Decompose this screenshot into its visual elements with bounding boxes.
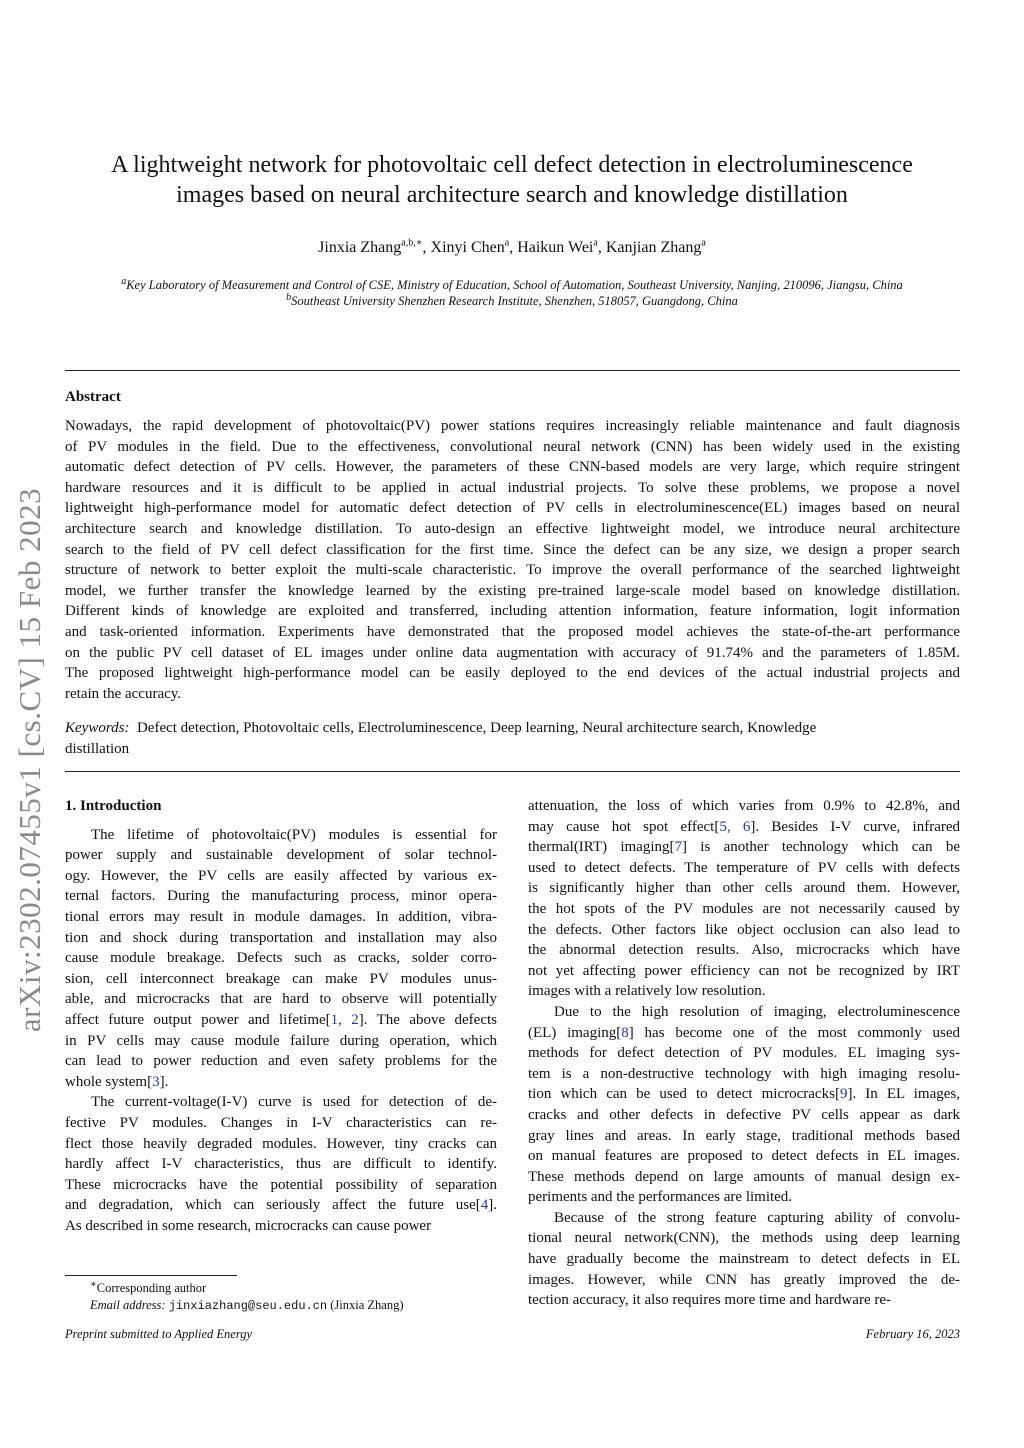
paragraph-line: tection accuracy, it also requires more time and hardware re-: [528, 1292, 892, 1309]
paragraph-line: the hot spots of the PV modules are not necessarily caused by: [528, 900, 960, 917]
abstract-line: on the public PV cell dataset of EL images under online data augmentation with accuracy of 91.74% and the parameters of 1.85M.: [65, 644, 960, 661]
abstract-heading: Abstract: [65, 389, 121, 405]
paragraph-line: attenuation, the loss of which varies from 0.9% to 42.8%, and: [528, 798, 960, 814]
paragraph-line: tion which can be used to detect microcracks[9]. In EL images,: [528, 1086, 960, 1103]
paragraph-line: tion and shock during transportation and installation may also: [65, 929, 497, 946]
paragraph-line: periments and the performances are limited.: [528, 1189, 793, 1206]
paragraph-line: in PV cells may cause module failure during operation, which: [65, 1032, 497, 1049]
abstract-line: lightweight high-performance model for automatic defect detection of PV cells in electroluminescence(EL) images based on neural: [65, 500, 960, 517]
affiliation: [64, 293, 960, 309]
paragraph-line: The current-voltage(I-V) curve is used for detection of de-: [91, 1094, 497, 1111]
footer-date: February 16, 2023: [865, 1327, 960, 1341]
author-separator: ,: [509, 239, 518, 256]
paragraph-line: affect future output power and lifetime[1, 2]. The above defects: [65, 1011, 497, 1028]
footnote-rule: [65, 1275, 237, 1276]
author-name: Haikun Wei: [517, 239, 594, 256]
title-line-1: A lightweight network for photovoltaic cell defect detection in electroluminescence: [111, 152, 913, 178]
keywords-label: Keywords:: [65, 720, 130, 736]
paragraph-line: the defects. Other factors like object occlusion can also lead to: [528, 921, 960, 938]
citation-link[interactable]: 8: [621, 1024, 629, 1041]
paragraph-line: The lifetime of photovoltaic(PV) modules is essential for: [91, 826, 497, 843]
paragraph-line: tional neural network(CNN), the methods using deep learning: [528, 1230, 960, 1247]
paragraph-line: ogy. However, the PV cells are easily affected by various ex-: [65, 867, 497, 884]
citation-link[interactable]: 1, 2: [330, 1011, 359, 1028]
paragraph-line: fective PV modules. Changes in I-V characteristics can re-: [65, 1114, 497, 1131]
author-list: [80, 239, 944, 257]
arxiv-watermark: [0, 440, 60, 1080]
paragraph-line: Due to the high resolution of imaging, electroluminescence: [554, 1003, 960, 1020]
author-affil-mark: a: [504, 237, 510, 249]
title-line-2: images based on neural architecture search and knowledge distillation: [176, 182, 848, 208]
paragraph-line: whole system[3].: [65, 1073, 169, 1090]
email-owner: (Jinxia Zhang): [330, 1298, 404, 1312]
footnote: [90, 1280, 404, 1315]
corresponding-author: Corresponding author: [96, 1281, 207, 1295]
citation-link[interactable]: 7: [674, 839, 683, 856]
paragraph-line: As described in some research, microcracks can cause power: [65, 1217, 432, 1234]
paragraph-line: on manual features are proposed to detect defects in EL images.: [528, 1148, 960, 1165]
author-separator: ,: [422, 239, 431, 256]
paragraph-line: is significantly higher than other cells around them. However,: [528, 880, 960, 897]
author-name: Jinxia Zhang: [318, 239, 402, 256]
paragraph-line: cause module breakage. Defects such as cracks, solder corro-: [65, 950, 497, 967]
paragraph-line: power supply and sustainable development of solar technol-: [65, 847, 497, 864]
paragraph-line: sion, cell interconnect breakage can make PV modules unus-: [65, 970, 497, 987]
paragraph-line: used to detect defects. The temperature of PV cells with defects: [528, 859, 960, 876]
abstract-line: hardware resources and it is difficult to be applied in actual industrial projects. To solve these problems, we propose a novel: [65, 479, 960, 496]
paragraph-line: can lead to power reduction and even safety problems for the: [65, 1053, 497, 1070]
abstract-line: structure of network to better exploit the multi-scale characteristic. To improve the overall performance of the searched lightweight: [65, 562, 960, 579]
paragraph-line: cracks and other defects in defective PV cells appear as dark: [528, 1106, 960, 1123]
paragraph-line: These microcracks have the potential possibility of separation: [65, 1176, 497, 1193]
paragraph-line: have gradually become the mainstream to detect defects in EL: [528, 1251, 960, 1268]
affiliation-text: Key Laboratory of Measurement and Control of CSE, Ministry of Education, School of Automation, Southeast University, Nanjing, 210096, Jiangsu, China: [126, 278, 903, 292]
paragraph-line: able, and microcracks that are hard to observe will potentially: [65, 991, 497, 1008]
abstract-line: retain the accuracy.: [65, 685, 182, 702]
citation-link[interactable]: 5, 6: [719, 818, 751, 835]
abstract-line: Different kinds of knowledge are exploited and transferred, including attention information, feature information, logit information: [65, 603, 960, 620]
email-label: Email address:: [90, 1298, 166, 1312]
author-affil-mark: a: [701, 237, 706, 249]
right-column: [528, 796, 960, 1311]
affiliation-mark: b: [286, 291, 292, 303]
paragraph-line: tem is a non-destructive technology with high imaging resolu-: [528, 1065, 960, 1082]
affiliations: [64, 277, 960, 309]
keywords-line-1: Defect detection, Photovoltaic cells, Electroluminescence, Deep learning, Neural architecture search, Knowledge: [136, 720, 817, 736]
citation-link[interactable]: 3: [152, 1073, 160, 1090]
author-name: Kanjian Zhang: [605, 239, 702, 256]
paper-title: [80, 150, 944, 210]
paragraph-line: ternal factors. During the manufacturing process, minor opera-: [65, 888, 497, 905]
author-separator: ,: [597, 239, 606, 256]
abstract-line: model, we further transfer the knowledge learned by the existing pre-trained large-scale model based on knowledge distillation.: [65, 582, 960, 599]
paragraph-line: Because of the strong feature capturing ability of convolu-: [554, 1209, 960, 1226]
abstract-bottom-rule: [65, 771, 960, 772]
paragraph-line: may cause hot spot effect[5, 6]. Besides I-V curve, infrared: [528, 818, 961, 835]
arxiv-id: arXiv:2302.07455v1 [cs.CV] 15 Feb 2023: [12, 487, 47, 1033]
paragraph-line: images with a relatively low resolution.: [528, 983, 766, 1000]
author-name: Xinyi Chen: [430, 239, 505, 256]
citation-link[interactable]: 4: [480, 1197, 489, 1214]
left-column: [65, 796, 497, 1236]
top-rule: [65, 370, 960, 371]
affiliation: [64, 277, 960, 293]
paragraph-line: tional errors may result in module damages. In addition, vibra-: [65, 908, 497, 925]
footnote-mark: ∗: [90, 1278, 97, 1290]
paragraph-line: These methods depend on large amounts of manual design ex-: [528, 1168, 960, 1185]
paragraph-line: (EL) imaging[8] has become one of the most commonly used: [528, 1024, 960, 1041]
paragraph-line: the abnormal detection results. Also, microcracks which have: [528, 942, 960, 959]
abstract-line: Nowadays, the rapid development of photovoltaic(PV) power stations requires increasingly reliable maintenance and fault diagnosis: [65, 418, 960, 434]
affiliation-mark: a: [121, 275, 127, 287]
author-affil-mark: a,b,∗: [401, 237, 423, 249]
abstract-line: automatic defect detection of PV cells. However, the parameters of these CNN-based models are very large, which require stringent: [65, 459, 960, 476]
abstract-line: of PV modules in the field. Due to the effectiveness, convolutional neural network (CNN) has been widely used in the existing: [65, 438, 960, 455]
section-heading-introduction: 1. Introduction: [65, 798, 162, 814]
paragraph-line: gray lines and areas. In early stage, traditional methods based: [528, 1127, 960, 1144]
citation-link[interactable]: 9: [839, 1086, 848, 1103]
paragraph-line: not yet affecting power efficiency can not be recognized by IRT: [528, 962, 960, 979]
paragraph-line: flect those heavily degraded modules. However, tiny cracks can: [65, 1135, 497, 1152]
paragraph-line: hardly affect I-V characteristics, thus are difficult to identify.: [65, 1156, 497, 1173]
paragraph-line: thermal(IRT) imaging[7] is another technology which can be: [528, 839, 960, 856]
keywords: [65, 718, 960, 759]
paragraph-line: images. However, while CNN has greatly improved the de-: [528, 1271, 960, 1288]
paragraph-line: and degradation, which can seriously affect the future use[4].: [65, 1197, 497, 1214]
author-affil-mark: a: [593, 237, 598, 249]
abstract-body: [65, 416, 960, 704]
email-address[interactable]: jinxiazhang@seu.edu.cn: [168, 1299, 328, 1313]
abstract-line: The proposed lightweight high-performance model can be easily deployed to the end devices of the actual industrial projects and: [65, 665, 960, 682]
paragraph-line: methods for defect detection of PV modules. EL imaging sys-: [528, 1045, 960, 1062]
affiliation-text: Southeast University Shenzhen Research Institute, Shenzhen, 518057, Guangdong, China: [291, 294, 738, 308]
keywords-line-2: distillation: [65, 740, 130, 757]
footer-preprint: Preprint submitted to Applied Energy: [65, 1327, 253, 1341]
abstract-line: architecture search and knowledge distillation. To auto-design an effective lightweight model, we introduce neural architecture: [65, 520, 960, 537]
abstract-line: and task-oriented information. Experiments have demonstrated that the proposed model achieves the state-of-the-art performance: [65, 623, 960, 640]
abstract-line: search to the field of PV cell defect classification for the first time. Since the defect can be any size, we design a proper search: [65, 541, 960, 558]
